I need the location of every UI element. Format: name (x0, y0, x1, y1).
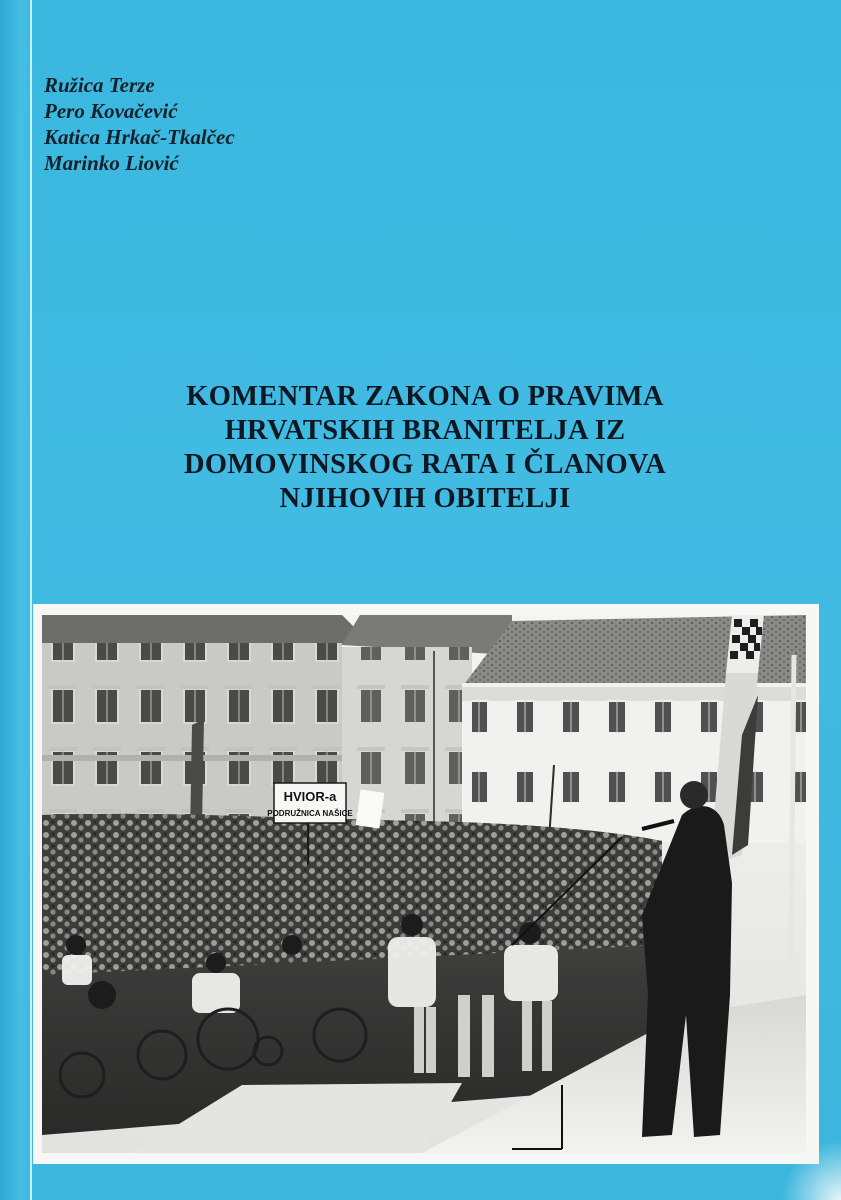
cover-wear (781, 1140, 841, 1200)
cover-photo-frame (33, 604, 819, 1164)
book-title (120, 380, 730, 516)
author-name: Ružica Terze (44, 73, 155, 97)
banner-subtext: PODRUŽNICA NAŠICE (267, 809, 353, 818)
rally-photo (42, 615, 806, 1153)
author-name: Katica Hrkač-Tkalčec (44, 125, 235, 149)
spine-crease (30, 0, 32, 1200)
author-list (44, 72, 235, 176)
banner-text: HVIOR-a (283, 789, 337, 804)
title-line: NJIHOVIH OBITELJI (279, 483, 571, 514)
cover-edge (0, 0, 34, 1200)
title-line: DOMOVINSKOG RATA I ČLANOVA (183, 449, 667, 480)
title-line: KOMENTAR ZAKONA O PRAVIMA (186, 381, 664, 412)
author-name: Marinko Liović (44, 151, 179, 175)
title-line: HRVATSKIH BRANITELJA IZ (224, 415, 626, 446)
author-name: Pero Kovačević (44, 99, 178, 123)
